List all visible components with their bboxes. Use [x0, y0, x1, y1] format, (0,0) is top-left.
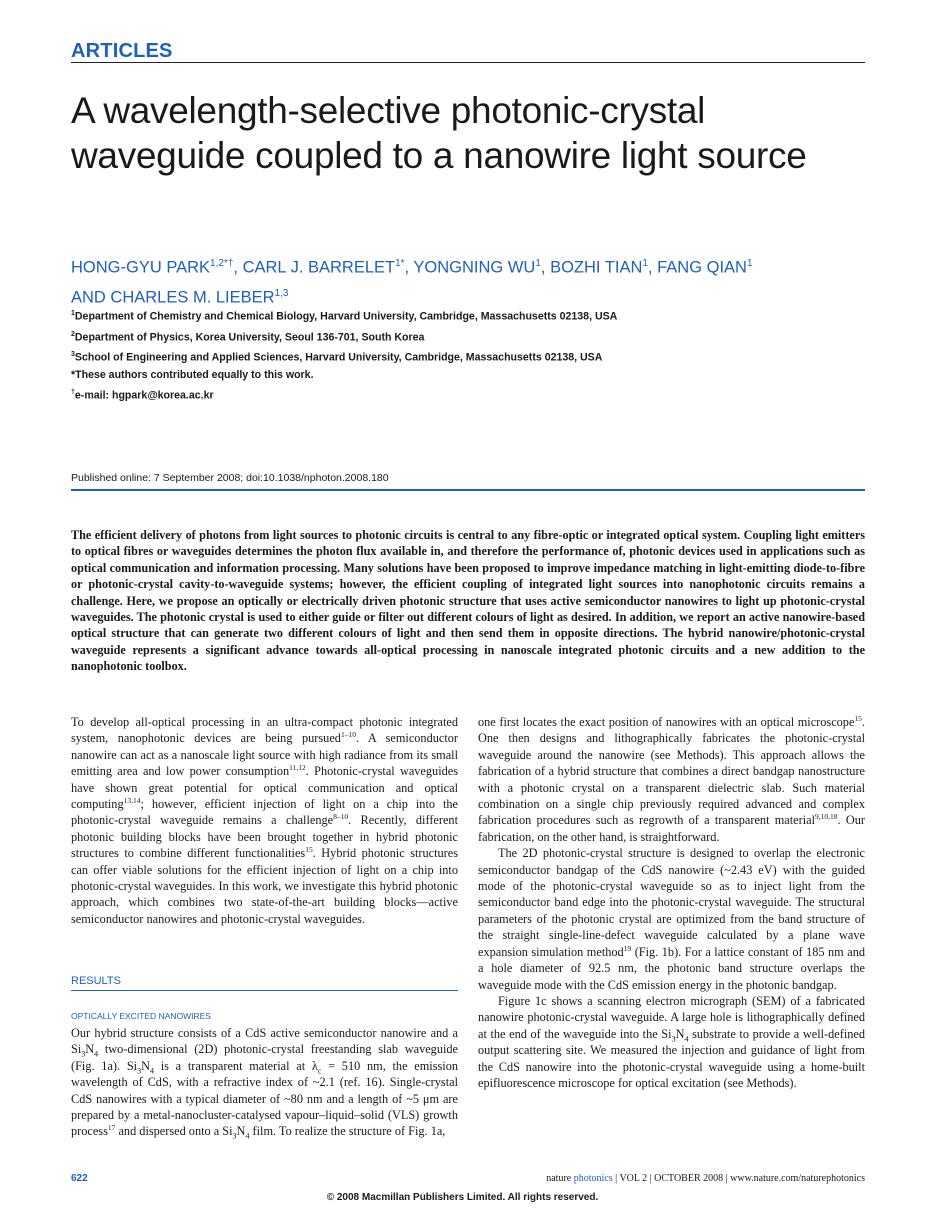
author-name: FANG QIAN: [657, 258, 747, 277]
abstract: The efficient delivery of photons from light sources to photonic circuits is central to any fibre-optic or integrated optical system. Coupling light emitters to optical fibres or waveguides determines the photon flux available in, and therefore the performance of, photonic devices used in applications such as optical communication and information processing. Many solutions have been proposed to improve impedance matching in light-emitting diode-to-fibre or photonic-crystal cavity-to-waveguide systems; however, the efficient coupling of integrated light sources into nanophotonic circuits remains a challenge. Here, we propose an optically or electrically driven photonic structure that uses active semiconductor nanowires to light up photonic-crystal waveguides. The photonic crystal is used to either guide or filter out different colours of light as desired. In addition, we report an active nanowire-based optical structure that can generate two different colours of light and then send them in opposite directions. The hybrid nanowire/photonic-crystal waveguide represents a significant advance towards all-optical processing in nanoscale integrated photonic circuits and a new addition to the nanophotonic toolbox.: [71, 528, 865, 674]
affil-text: School of Engineering and Applied Sciences, Harvard University, Cambridge, Massachusetts 02138, USA: [74, 351, 603, 364]
author-name: HONG-GYU PARK: [71, 258, 211, 277]
author-sup: 1*: [395, 258, 405, 269]
results-rule: [71, 990, 458, 991]
author-list: [71, 251, 865, 310]
author-name: CARL J. BARRELET: [242, 258, 396, 277]
right-column: [478, 714, 865, 1091]
copyright-line: © 2008 Macmillan Publishers Limited. All rights reserved.: [326, 1192, 599, 1203]
affiliations: [71, 305, 617, 404]
author-sep: ,: [404, 258, 414, 277]
author-sep: ,: [233, 258, 243, 277]
page-number: 622: [71, 1173, 88, 1184]
right-paragraph-1: one first locates the exact position of nanowires with an optical microscope$^{15}$. One then designs and lithographically fabricates the photonic-crystal waveguide around the nanowire (see Methods). This approach allows the fabrication of a hybrid structure that combines a direct bandgap nanostructure with a photonic crystal on a transparent dielectric slab. Such material combination on a single chip previously required advanced and complex fabrication procedures such as regrowth of a transparent material$^{9,10,18}$. Our fabrication, on the other hand, is straightforward.: [478, 713, 865, 844]
published-rule: [71, 489, 865, 491]
author-conj: AND: [71, 288, 111, 306]
author-sup: 1,2*†: [210, 258, 234, 269]
results-paragraph: Our hybrid structure consists of a CdS active semiconductor nanowire and a $Si_3N_4$ two-dimensional (2D) photonic-crystal freestanding slab waveguide (Fig. 1a). $Si_3N_4$ is a transparent material at $\lambda_c = 510$ nm, the emission wavelength of CdS, with a refractive index of ~2.1 (ref. 16). Single-crystal CdS nanowires with a typical diameter of ~80 nm and a length of ~5 μm are prepared by a metal-nanocluster-catalysed vapour–liquid–solid (VLS) growth process$^{17}$ and dispersed onto a $Si_3N_4$ film. To realize the structure of Fig. 1a,: [71, 1026, 458, 1141]
affil-sup: 1: [71, 310, 75, 317]
affil-sup: †: [71, 388, 75, 396]
author-sup: 1,3: [274, 287, 289, 299]
left-column-intro: [71, 714, 458, 927]
email-note: [71, 384, 617, 405]
affil-sup: 2: [71, 330, 75, 338]
author-sep: ,: [540, 258, 551, 277]
affiliation-2: [71, 326, 617, 347]
intro-paragraph: To develop all-optical processing in an ultra-compact photonic integrated system, nanophotonic devices are being pursued$^{1-10}$. A semiconductor nanowire can act as a nanoscale light source with high radiance from its small emitting area and low power consumption$^{11,12}$. Photonic-crystal waveguides have shown great potential for optical communication and optical computing$^{13,14}$; however, efficient injection of light on a chip into the photonic-crystal waveguide remains a challenge$^{8-10}$. Recently, different photonic building blocks have been brought together in hybrid photonic structures to combine different functionalities$^{15}$. Hybrid photonic structures can offer viable solutions for the efficient injection of light on a chip into photonic-crystal waveguides. In this work, we investigate this hybrid photonic approach, which combines two state-of-the-art building blocks—active semiconductor nanowires and photonic-crystal waveguides.: [71, 715, 458, 926]
author-sup: 1: [535, 258, 541, 269]
left-column-results: [71, 1025, 458, 1140]
email-text: e-mail: hgpark@korea.ac.kr: [74, 389, 214, 402]
right-paragraph-3: Figure 1c shows a scanning electron micrograph (SEM) of a fabricated nanowire photonic-crystal waveguide. A large hole is lithographically defined at the end of the waveguide into the $Si_3N_4$ substrate to provide a well-defined output scattering site. We measured the injection and guidance of light from the CdS nanowire into the photonic-crystal waveguide using a home-built epifluorescence microscope for optical excitation (see Methods).: [478, 993, 865, 1090]
section-label: ARTICLES: [71, 40, 173, 62]
author-sup: 1: [746, 258, 753, 269]
affiliation-1: [71, 305, 617, 326]
affil-text: Department of Physics, Korea University, Seoul 136-701, South Korea: [74, 331, 425, 344]
author-name: CHARLES M. LIEBER: [110, 288, 275, 306]
author-name: YONGNING WU: [413, 258, 536, 277]
affiliation-3: [71, 346, 617, 367]
right-paragraph-2: The 2D photonic-crystal structure is designed to overlap the electronic semiconductor bandgap of the CdS nanowire (~2.43 eV) with the guided mode of the photonic-crystal waveguide so as to inject light from the semiconductor band edge into the photonic-crystal waveguide. The structural parameters of the photonic crystal are optimized from the band structure of the straight single-line-defect waveguide calculated by a plane wave expansion simulation method$^{19}$ (Fig. 1b). For a lattice constant of 185 nm and a hole diameter of 92.5 nm, the photonic band structure overlaps the waveguide mode with the CdS emission energy in the photonic bandgap.: [478, 846, 865, 992]
affil-sup: 3: [71, 351, 75, 359]
author-sup: 1: [642, 258, 648, 269]
subheading-optically-excited: OPTICALLY EXCITED NANOWIRES: [71, 1011, 211, 1021]
journal-footer: nature photonics | VOL 2 | OCTOBER 2008 | www.nature.com/naturephotonics: [546, 1173, 865, 1184]
header-rule: [71, 62, 865, 63]
author-sep: ,: [647, 258, 658, 277]
affil-text: Department of Chemistry and Chemical Biology, Harvard University, Cambridge, Massachusetts 02138, USA: [74, 310, 618, 323]
results-heading: RESULTS: [71, 975, 121, 987]
author-name: BOZHI TIAN: [550, 258, 643, 277]
published-line: Published online: 7 September 2008; doi:10.1038/nphoton.2008.180: [71, 472, 389, 484]
article-title: A wavelength-selective photonic-crystal waveguide coupled to a nanowire light source: [71, 90, 807, 176]
equal-contribution-note: *These authors contributed equally to this work.: [71, 368, 314, 381]
